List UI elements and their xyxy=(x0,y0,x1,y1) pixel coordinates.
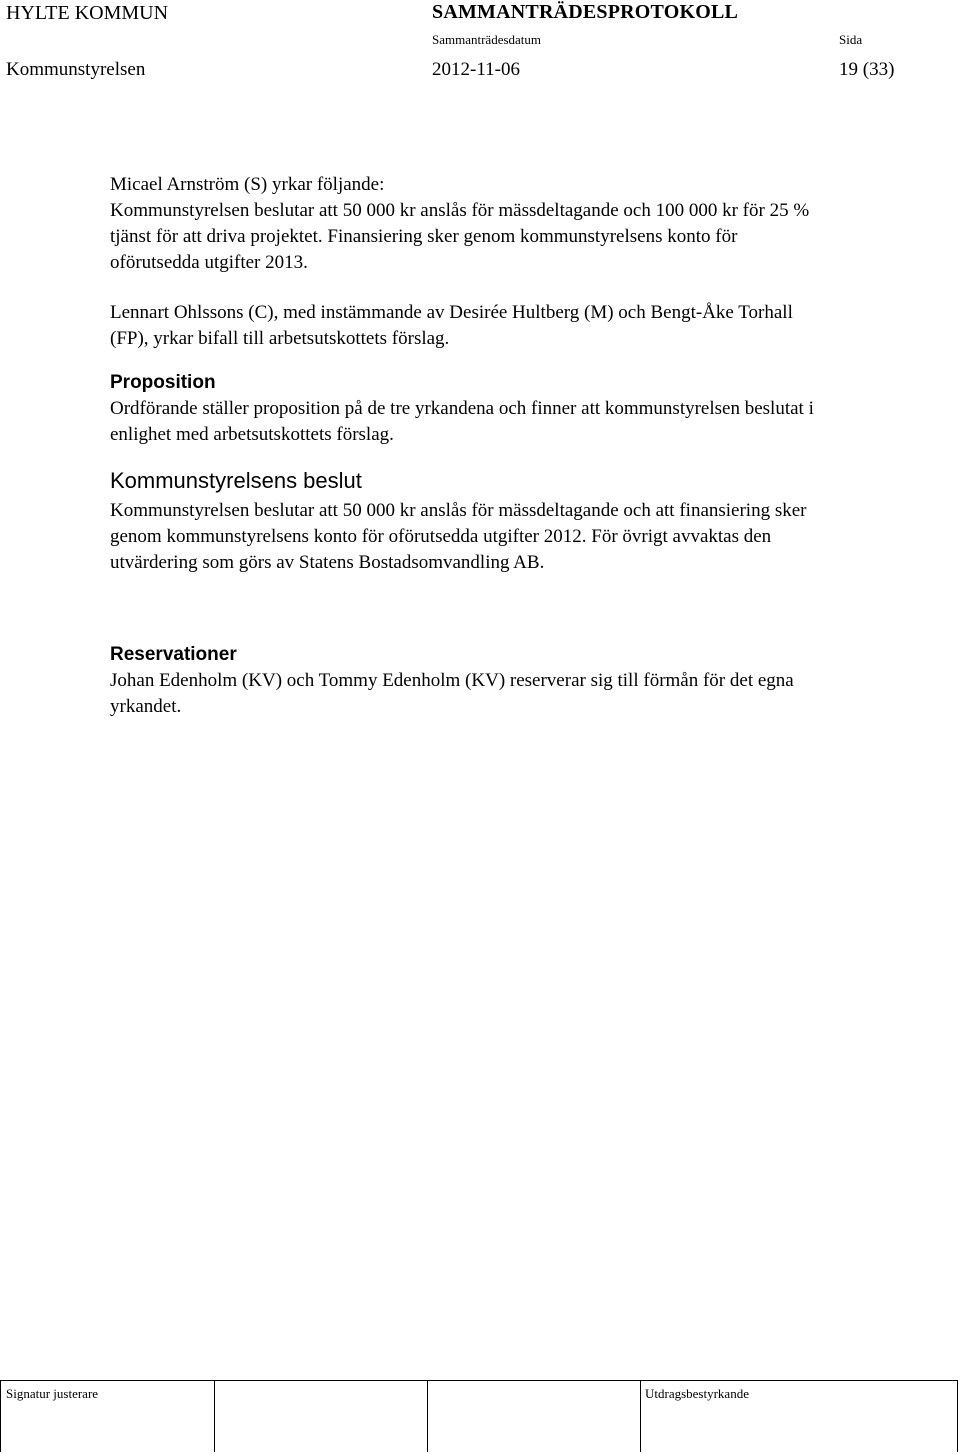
footer-divider xyxy=(640,1380,641,1452)
text-line: (FP), yrkar bifall till arbetsutskottets förslag. xyxy=(110,328,450,349)
decision-section xyxy=(110,466,940,576)
signature-label: Signatur justerare xyxy=(6,1386,99,1401)
excerpt-label: Utdragsbestyrkande xyxy=(645,1386,749,1401)
meeting-date: 2012-11-06 xyxy=(432,59,520,80)
motion-paragraph xyxy=(110,172,940,276)
reservations-section xyxy=(110,642,940,720)
document-title: SAMMANTRÄDESPROTOKOLL xyxy=(432,1,739,23)
footer-divider xyxy=(214,1380,215,1452)
text-line: yrkandet. xyxy=(110,696,182,717)
decision-heading: Kommunstyrelsens beslut xyxy=(110,468,362,493)
text-line: Johan Edenholm (KV) och Tommy Edenholm (KV) reserverar sig till förmån för det egna xyxy=(110,670,794,691)
text-line: Lennart Ohlssons (C), med instämmande av Desirée Hultberg (M) och Bengt-Åke Torhall xyxy=(110,302,793,323)
page-number: 19 (33) xyxy=(839,59,895,80)
footer-divider xyxy=(957,1380,958,1452)
support-paragraph xyxy=(110,300,940,352)
text-line: Ordförande ställer proposition på de tre yrkandena och finner att kommunstyrelsen beslutat i xyxy=(110,398,814,419)
text-line: utvärdering som görs av Statens Bostadsomvandling AB. xyxy=(110,552,545,573)
footer-top-border xyxy=(0,1380,958,1381)
reservations-heading: Reservationer xyxy=(110,644,237,665)
text-line: tjänst för att driva projektet. Finansiering sker genom kommunstyrelsens konto för xyxy=(110,226,738,247)
text-line: Kommunstyrelsen beslutar att 50 000 kr anslås för mässdeltagande och att finansiering sker xyxy=(110,500,807,521)
footer-divider xyxy=(427,1380,428,1452)
text-line: enlighet med arbetsutskottets förslag. xyxy=(110,424,394,445)
date-label: Sammanträdesdatum xyxy=(432,32,542,47)
organization-name: HYLTE KOMMUN xyxy=(6,2,169,24)
governing-body: Kommunstyrelsen xyxy=(6,59,146,80)
text-line: oförutsedda utgifter 2013. xyxy=(110,252,308,273)
proposition-heading: Proposition xyxy=(110,372,216,393)
signature-footer xyxy=(0,1380,958,1452)
text-line: Kommunstyrelsen beslutar att 50 000 kr anslås för mässdeltagande och 100 000 kr för 25 % xyxy=(110,200,810,221)
proposition-section xyxy=(110,370,940,448)
page-label: Sida xyxy=(839,32,863,47)
footer-divider xyxy=(0,1380,1,1452)
text-line: Micael Arnström (S) yrkar följande: xyxy=(110,174,385,195)
document-body xyxy=(110,172,940,720)
text-line: genom kommunstyrelsens konto för oförutsedda utgifter 2012. För övrigt avvaktas den xyxy=(110,526,772,547)
